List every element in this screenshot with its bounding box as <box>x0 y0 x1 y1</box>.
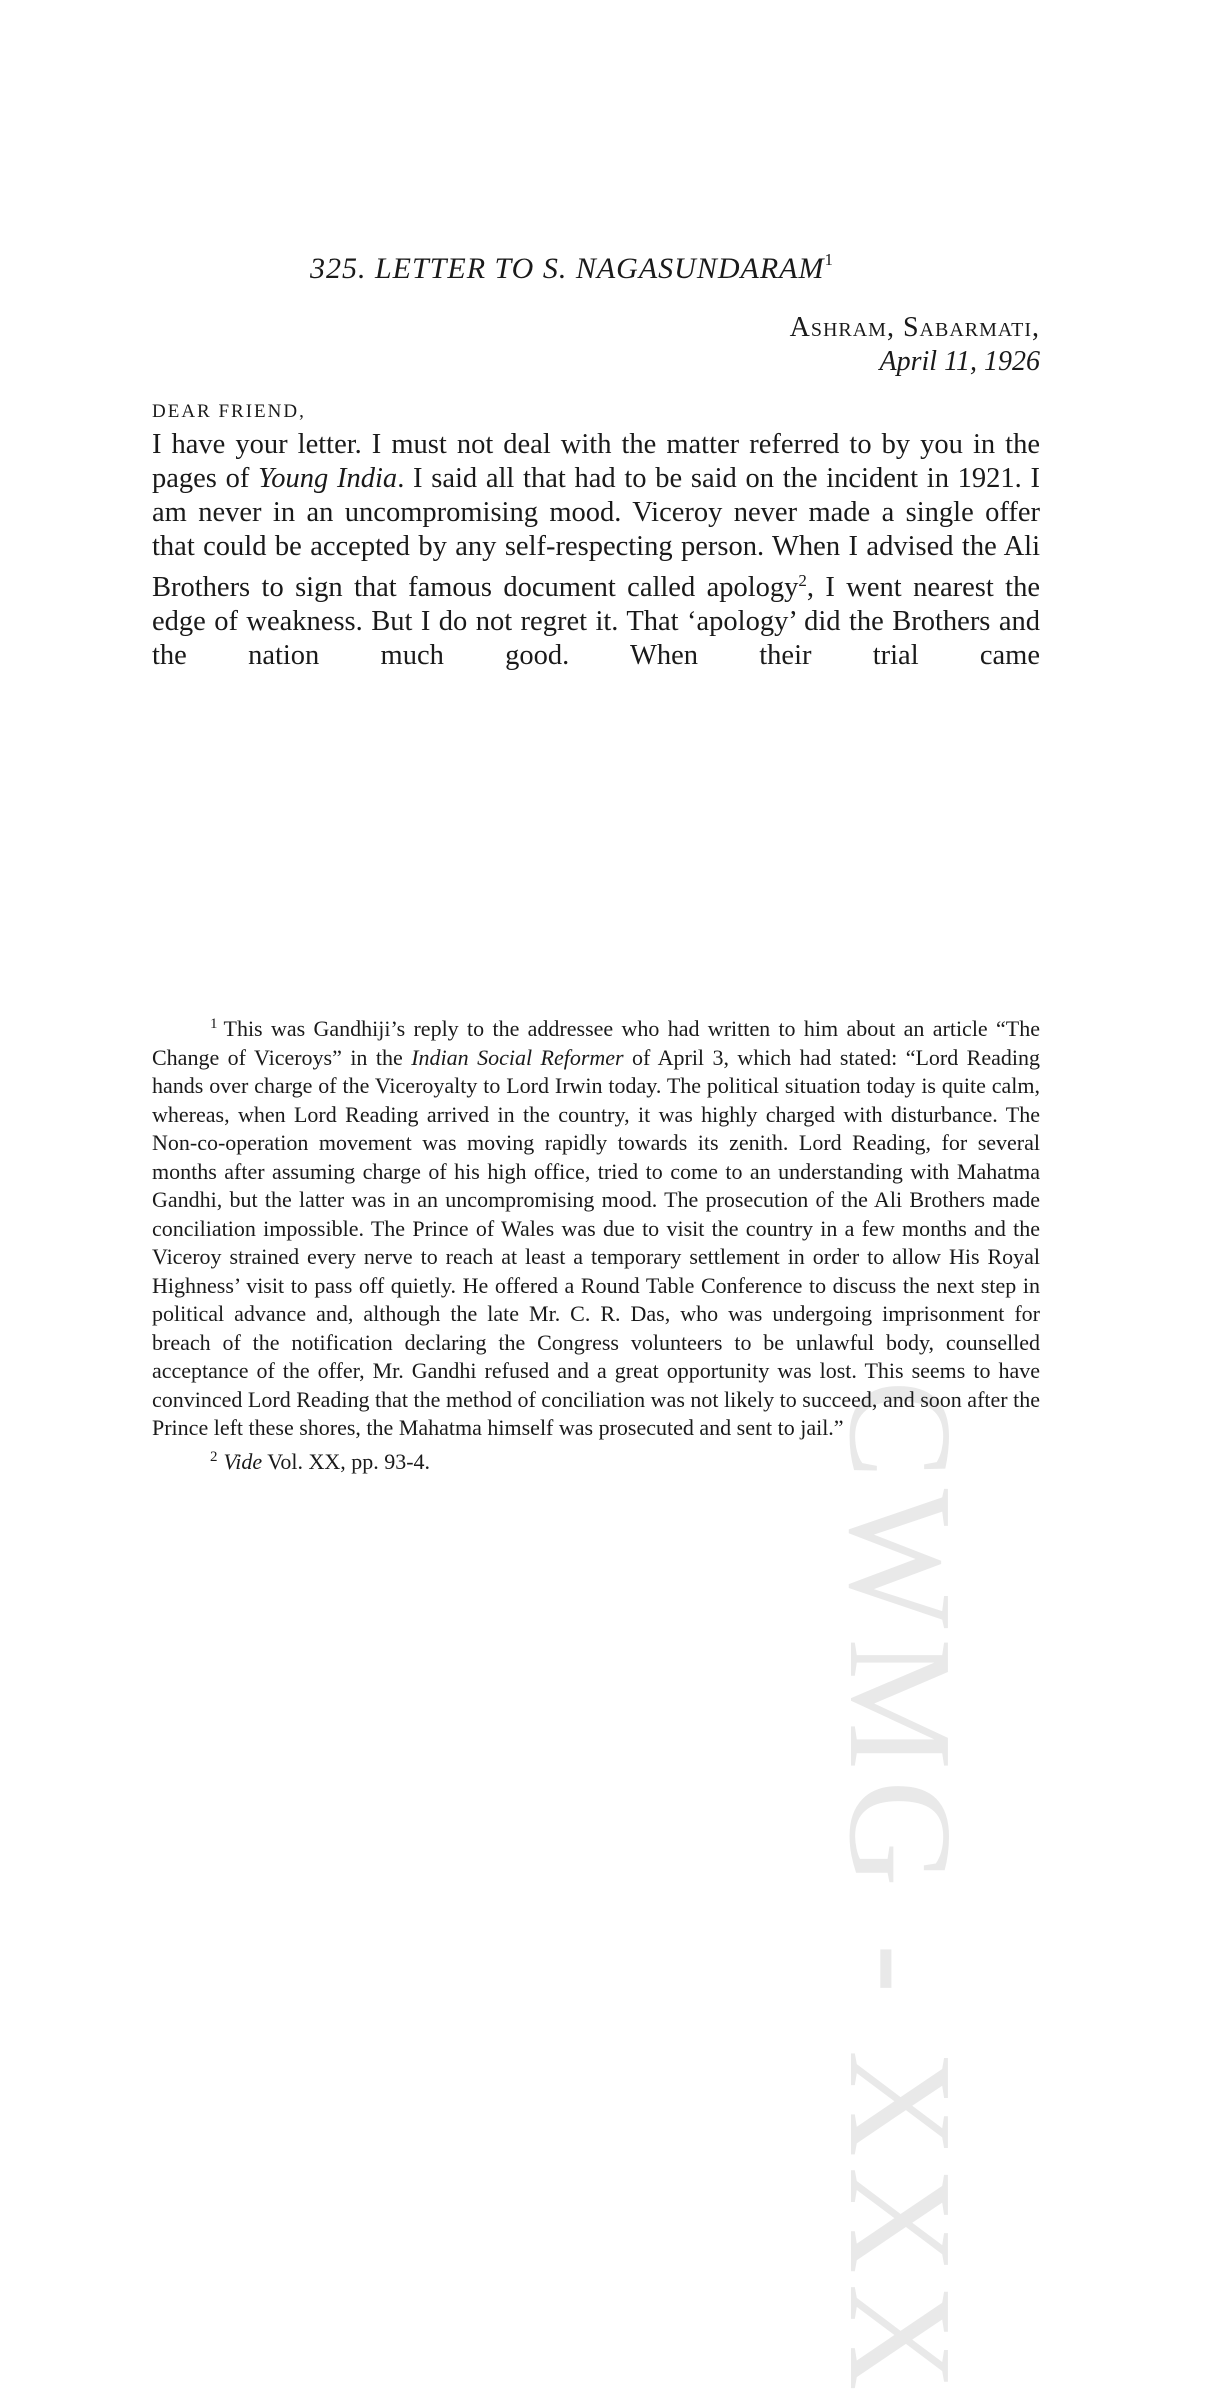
letter-heading <box>310 250 834 286</box>
footnote-1-publication: Indian Social Reformer <box>411 1044 624 1070</box>
footnote-1-mark: 1 <box>210 1016 218 1032</box>
letter-date: April 11, 1926 <box>879 346 1040 377</box>
footnote-1-text-part1: This was Gandhiji’s reply to the addressee who had written to him about an article “The Change of Viceroys” in the <box>152 1016 1040 1070</box>
letter-body-part2: . I said all that had to be said on the incident in 1921. I am never in an uncompromising mood. Viceroy never made a single offer that could be accepted by any self-respecting person. When I advised the Ali Brothers to sign that famous document called apology <box>152 463 1040 603</box>
publication-title: Young India <box>258 463 398 494</box>
letter-body-part1: I have your letter. I must not deal with the matter referred to by you in the pages of <box>152 429 1040 494</box>
footnote-1-text-part2: of April 3, which had stated: “Lord Reading hands over charge of the Viceroyalty to Lord Irwin today. The political situation today is quite calm, whereas, when Lord Reading arrived in the country, it was highly charged with disturbance. The Non-co-operation movement was moving rapidly towards its zenith. Lord Reading, for several months after assuming charge of his high office, tried to come to an understanding with Mahatma Gandhi, but the latter was in an uncompromising mood. The prosecution of the Ali Brothers made conciliation impossible. The Prince of Wales was due to visit the country in a few months and the Viceroy strained every nerve to reach at least a temporary settlement in order to allow His Royal Highness’ visit to pass off quietly. He offered a Round Table Conference to discuss the next step in political advance and, although the late Mr. C. R. Das, who was undergoing imprisonment for breach of the notification declaring the Congress volunteers to be unlawful body, counselled acceptance of the offer, Mr. Gandhi refused and a great opportunity was lost. This seems to have convinced Lord Reading that the method of conciliation was not likely to succeed, and soon after the Prince left these shores, the Mahatma himself was prosecuted and sent to jail.” <box>152 1044 1040 1440</box>
letter-body <box>152 428 1040 673</box>
footnote-2-vide: Vide <box>223 1448 263 1474</box>
heading-title: LETTER TO S. NAGASUNDARAM <box>375 252 825 285</box>
heading-footnote-ref: 1 <box>824 250 834 269</box>
salutation: DEAR FRIEND, <box>152 401 306 422</box>
footnote-2-ref: Vol. XX, pp. 93-4. <box>262 1448 431 1474</box>
footnote-2 <box>152 1443 1040 1477</box>
footnotes <box>152 1010 1040 1476</box>
footnote-1 <box>152 1010 1040 1443</box>
watermark: CWMG - XXX <box>818 1380 982 2401</box>
letter-place: Ashram, Sabarmati, <box>789 312 1040 343</box>
heading-number: 325. <box>310 252 367 285</box>
letter-body-part3: , I went nearest the edge of weakness. But I do not regret it. That ‘apology’ did the Brothers and the nation much good. When their trial came <box>152 572 1040 671</box>
body-footnote-ref: 2 <box>798 571 807 590</box>
footnote-2-mark: 2 <box>210 1448 218 1465</box>
